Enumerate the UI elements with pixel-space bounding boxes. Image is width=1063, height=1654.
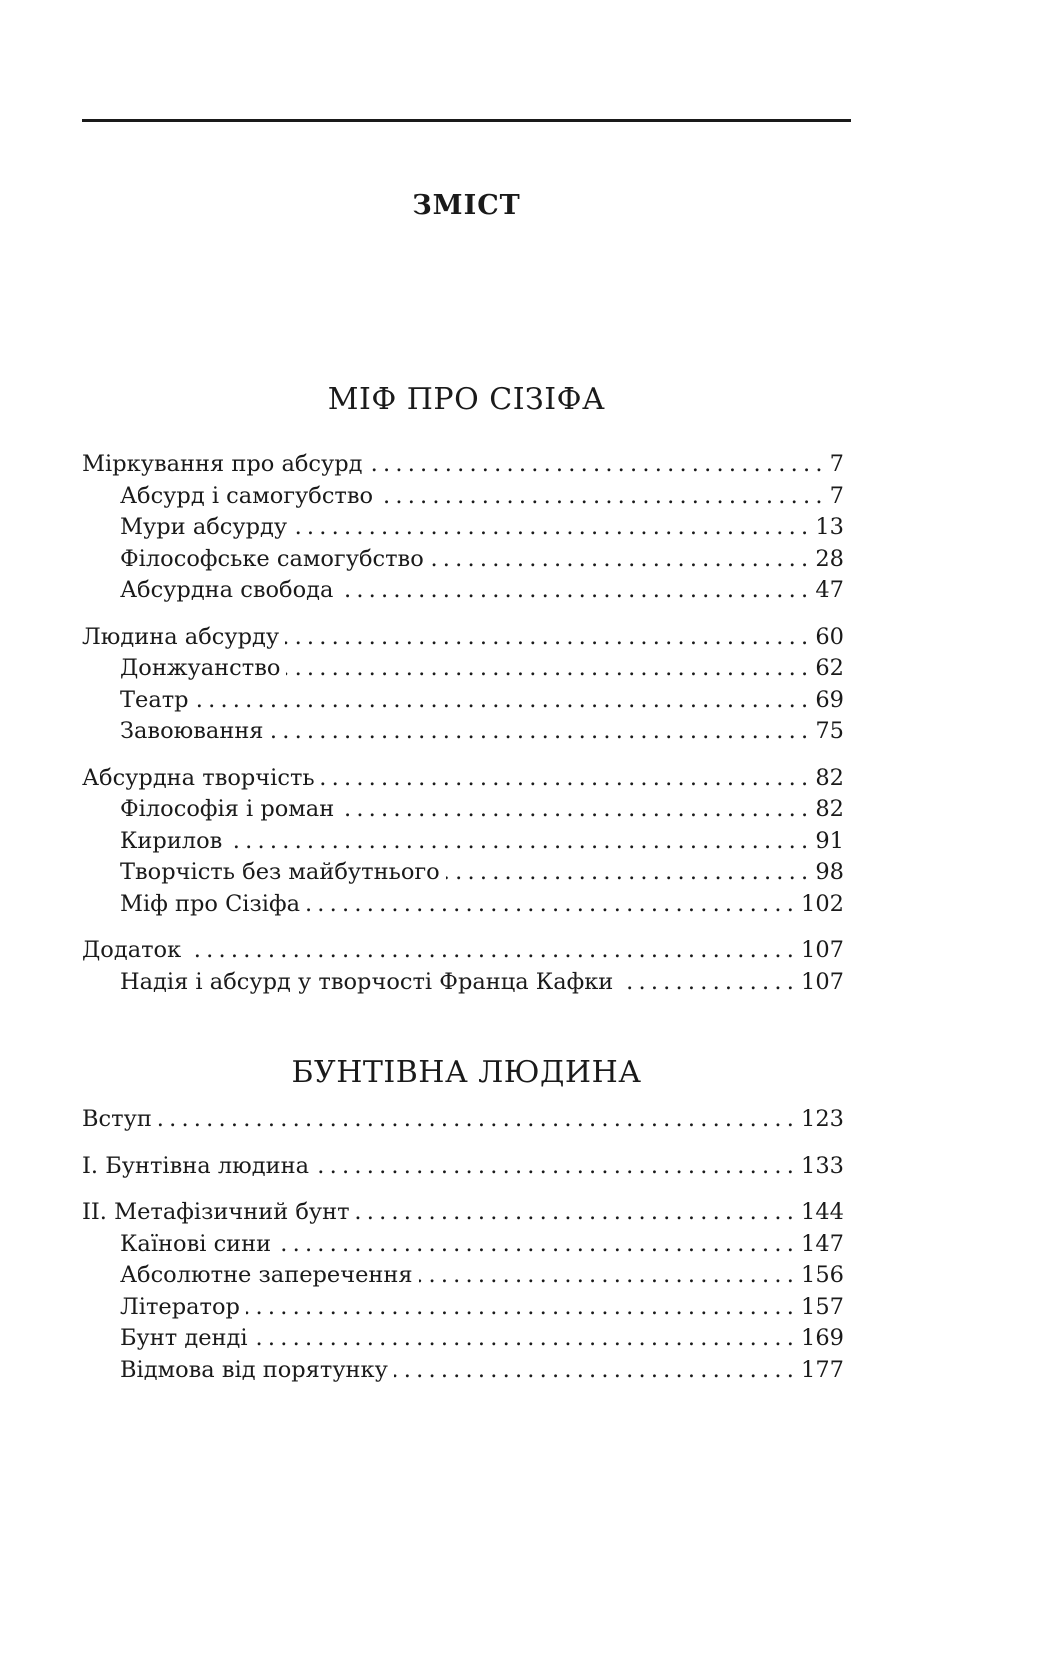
toc-entry[interactable] (82, 1104, 844, 1136)
dot-leader (446, 857, 814, 889)
toc-entry[interactable] (82, 857, 844, 889)
dot-leader (246, 1292, 799, 1324)
toc-entry-label: Літератор (120, 1293, 240, 1320)
dot-leader (356, 1197, 799, 1229)
toc-entry[interactable] (82, 1323, 844, 1355)
toc-entry-page: 123 (801, 1106, 844, 1132)
toc-entry[interactable] (82, 481, 844, 513)
toc-entry[interactable] (82, 622, 844, 654)
toc-entry[interactable] (82, 653, 844, 685)
toc-entry-page: 144 (801, 1199, 844, 1225)
toc-entry-label: Відмова від порятунку (120, 1356, 388, 1383)
dot-leader (286, 653, 813, 685)
toc-entry-label: Творчість без майбутнього (120, 859, 440, 885)
dot-leader (430, 544, 814, 576)
group-spacer (82, 1182, 844, 1197)
toc-part-myth-of-sisyphus (82, 449, 844, 998)
toc-entry-label: Театр (120, 686, 189, 713)
toc-entry[interactable] (82, 1260, 844, 1292)
dot-leader (285, 622, 813, 654)
toc-entry-page: 177 (801, 1356, 844, 1383)
toc-entry[interactable] (82, 763, 844, 795)
dot-leader (340, 794, 813, 826)
dot-leader (254, 1323, 799, 1355)
group-spacer (82, 920, 844, 935)
toc-entry-page: 47 (815, 577, 844, 603)
toc-entry-page: 156 (801, 1262, 844, 1288)
toc-entry-label: Донжуанство (120, 655, 281, 681)
toc-entry-label: Людина абсурду (82, 623, 280, 650)
toc-entry[interactable] (82, 1151, 844, 1183)
toc-entry-label: Вступ (82, 1106, 152, 1132)
toc-part-the-rebel (82, 1104, 844, 1386)
dot-leader (419, 1260, 799, 1292)
toc-entry-label: Кирилов (120, 827, 223, 854)
part-title-the-rebel: БУНТІВНА ЛЮДИНА (291, 1055, 642, 1090)
toc-entry-page: 28 (815, 545, 844, 572)
toc-entry-page: 107 (801, 968, 844, 995)
part-title-myth-of-sisyphus: МІФ ПРО СІЗІФА (327, 382, 606, 417)
toc-entry-page: 69 (815, 686, 844, 713)
toc-entry-label: Абсурд і самогубство (120, 482, 374, 509)
toc-entry-page: 13 (815, 514, 844, 540)
page-title: ЗМІСТ (412, 190, 521, 221)
toc-entry-page: 60 (815, 623, 844, 650)
dot-leader (158, 1104, 799, 1136)
toc-entry-label: Абсурдна творчість (82, 764, 315, 791)
toc-entry-label: Додаток (82, 937, 182, 963)
toc-entry-page: 7 (829, 482, 844, 509)
toc-entry-label: Завоювання (120, 718, 264, 744)
dot-leader (369, 449, 828, 481)
toc-entry-page: 7 (829, 451, 844, 477)
toc-entry[interactable] (82, 935, 844, 967)
group-spacer (82, 748, 844, 763)
toc-entry[interactable] (82, 1229, 844, 1261)
header-rule (82, 119, 851, 122)
toc-entry-label: Абсурдна свобода (120, 577, 334, 603)
group-spacer (82, 607, 844, 622)
toc-entry-page: 133 (801, 1152, 844, 1179)
dot-leader (315, 1151, 799, 1183)
toc-entry[interactable] (82, 967, 844, 999)
toc-entry-label: Надія і абсурд у творчості Франца Кафки (120, 968, 614, 995)
dot-leader (394, 1355, 799, 1387)
dot-leader (195, 685, 814, 717)
dot-leader (321, 763, 814, 795)
toc-entry-label: Міркування про абсурд (82, 451, 363, 477)
toc-entry-label: Філософія і роман (120, 796, 335, 822)
toc-entry[interactable] (82, 544, 844, 576)
toc-entry-label: I. Бунтівна людина (82, 1152, 309, 1179)
toc-entry[interactable] (82, 575, 844, 607)
toc-entry-label: Філософське самогубство (120, 545, 424, 572)
toc-entry-page: 102 (801, 890, 844, 917)
toc-entry-label: Міф про Сізіфа (120, 890, 300, 917)
dot-leader (379, 481, 828, 513)
dot-leader (306, 889, 799, 921)
toc-entry[interactable] (82, 1292, 844, 1324)
toc-entry-label: Абсолютне заперечення (120, 1262, 413, 1288)
toc-entry[interactable] (82, 889, 844, 921)
toc-entry[interactable] (82, 1355, 844, 1387)
toc-entry-page: 147 (801, 1230, 844, 1257)
toc-entry-page: 169 (801, 1325, 844, 1351)
toc-entry-label: Бунт денді (120, 1325, 248, 1351)
dot-leader (277, 1229, 799, 1261)
dot-leader (619, 967, 799, 999)
toc-entry[interactable] (82, 512, 844, 544)
toc-entry-page: 91 (815, 827, 844, 854)
dot-leader (270, 716, 814, 748)
toc-entry[interactable] (82, 716, 844, 748)
toc-entry[interactable] (82, 1197, 844, 1229)
toc-entry-label: Мури абсурду (120, 514, 288, 540)
toc-entry[interactable] (82, 449, 844, 481)
group-spacer (82, 1136, 844, 1151)
dot-leader (339, 575, 813, 607)
toc-entry[interactable] (82, 685, 844, 717)
toc-entry[interactable] (82, 826, 844, 858)
dot-leader (187, 935, 799, 967)
toc-entry-page: 75 (815, 718, 844, 744)
toc-entry-page: 82 (815, 764, 844, 791)
toc-entry-page: 82 (815, 796, 844, 822)
dot-leader (228, 826, 813, 858)
toc-entry-page: 62 (815, 655, 844, 681)
dot-leader (293, 512, 813, 544)
toc-entry-page: 107 (801, 937, 844, 963)
toc-entry-page: 157 (801, 1293, 844, 1320)
toc-entry-label: II. Метафізичний бунт (82, 1199, 350, 1225)
toc-entry[interactable] (82, 794, 844, 826)
toc-entry-label: Каїнові сини (120, 1230, 272, 1257)
toc-entry-page: 98 (815, 859, 844, 885)
